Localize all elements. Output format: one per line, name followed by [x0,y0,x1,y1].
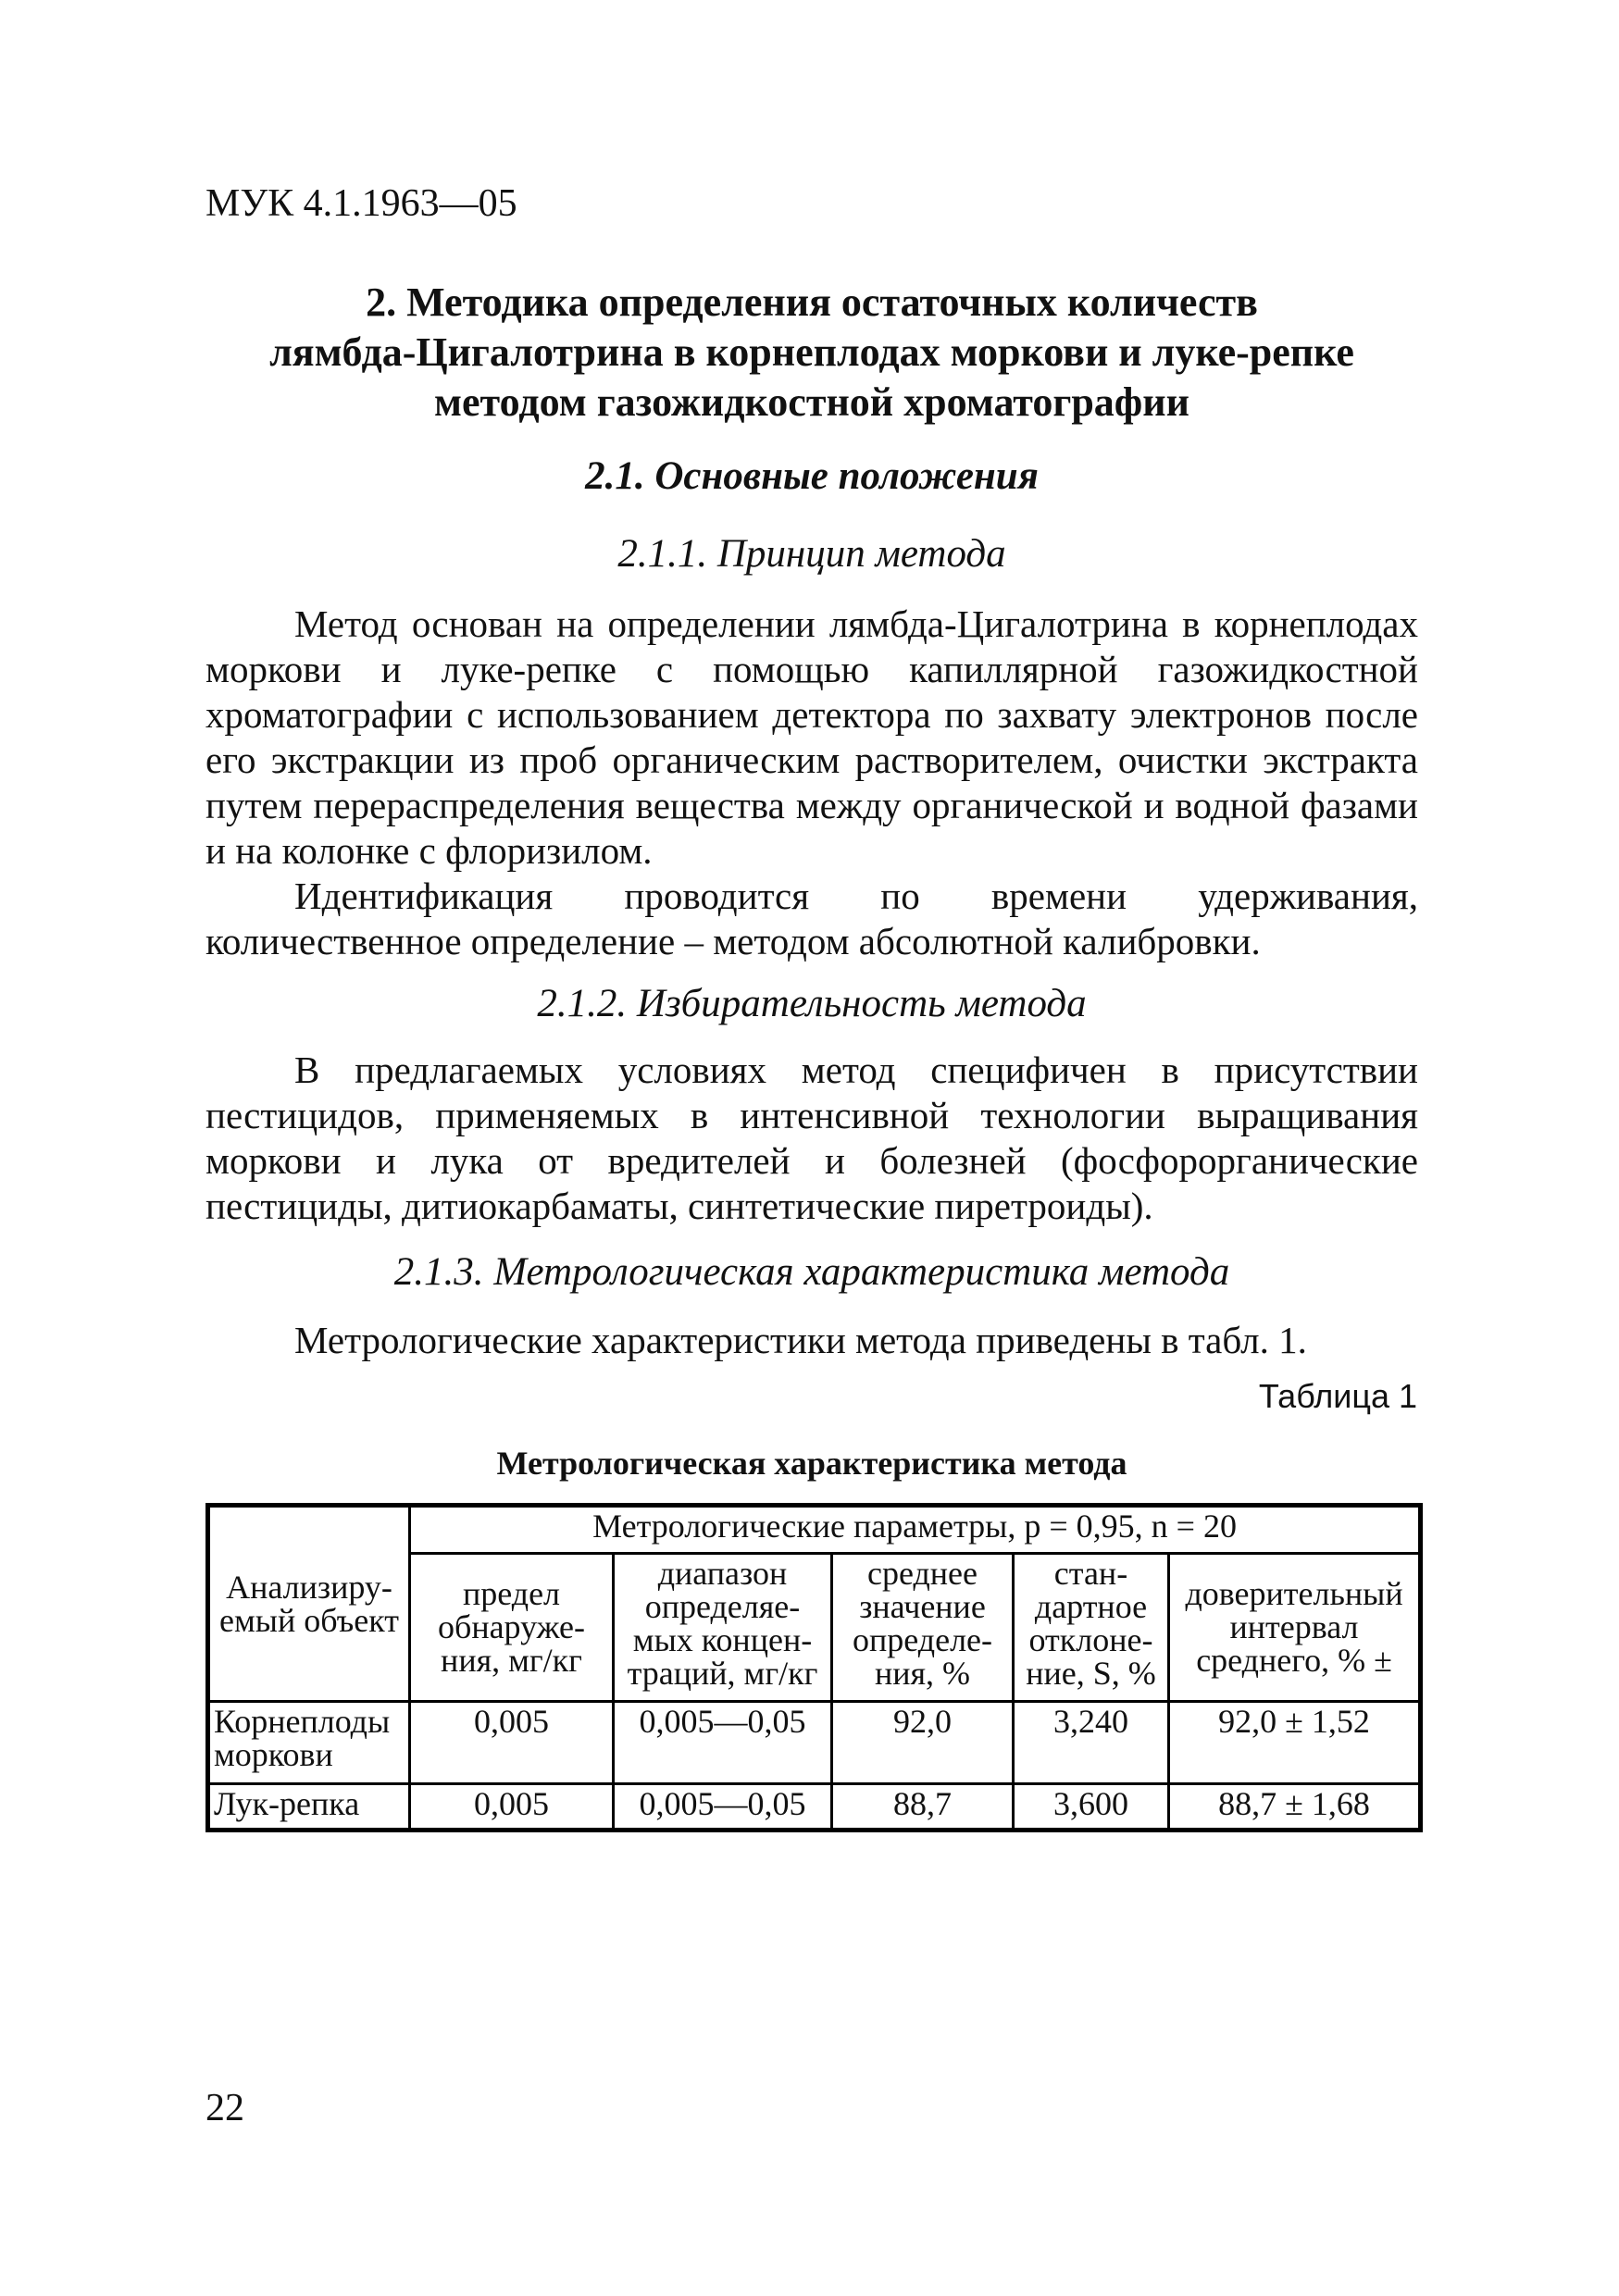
section-heading-2-1-2: 2.1.2. Избирательность метода [537,982,1087,1025]
paragraph-metrology: Метрологические характеристики метода приведены в табл. 1. [294,1319,1307,1361]
column-header: стан-дартное отклоне-ние, S, % [1014,1553,1169,1701]
value-cell: 92,0 [832,1701,1014,1783]
value-cell: 3,600 [1014,1784,1169,1831]
section-heading-2-1-1: 2.1.1. Принцип метода [617,532,1006,576]
title-line: методом газожидкостной хроматографии [434,379,1189,425]
table-caption: Метрологическая характеристика метода [496,1445,1127,1482]
table-row [208,1701,1421,1783]
value-cell: 92,0 ± 1,52 [1169,1701,1421,1783]
value-cell: 0,005—0,05 [614,1701,832,1783]
title-line: лямбда-Цигалотрина в корнеплодах моркови и луке-репке [269,329,1354,375]
table-header-row [208,1506,1421,1554]
table-row [208,1784,1421,1831]
table-label: Таблица 1 [1258,1377,1417,1415]
paragraph-identification: Идентификация проводится по времени удерживания, количественное определение – методом абсолютной калибровки. [205,875,1418,962]
column-header: доверительный интервал среднего, % ± [1169,1553,1421,1701]
object-cell: Корнеплоды моркови [208,1701,410,1783]
page-number: 22 [205,2087,244,2129]
object-header-cell: Анализиру-емый объект [208,1506,410,1702]
value-cell: 0,005 [410,1701,614,1783]
object-cell: Лук-репка [208,1784,410,1831]
document-code: МУК 4.1.1963—05 [205,182,517,225]
column-header: предел обнаруже-ния, мг/кг [410,1553,614,1701]
column-header: диапазон определяе-мых концен-траций, мг/кг [614,1553,832,1701]
document-title [205,278,1418,428]
paragraph-principle: Метод основан на определении лямбда-Цигалотрина в корнеплодах моркови и луке-репке с помощью капиллярной газожидкостной хроматографии с использованием детектора по захвату электронов после его экстракции из проб органическим растворителем, очистки экстракта путем перераспределения вещества между органической и водной фазами и на колонке с флоризилом. [205,602,1418,872]
metrology-table [205,1503,1423,1832]
column-header: среднее значение определе-ния, % [832,1553,1014,1701]
value-cell: 0,005 [410,1784,614,1831]
value-cell: 88,7 [832,1784,1014,1831]
value-cell: 88,7 ± 1,68 [1169,1784,1421,1831]
paragraph-selectivity: В предлагаемых условиях метод специфичен в присутствии пестицидов, применяемых в интенсивной технологии выращивания моркови и лука от вредителей и болезней (фосфорорганические пестициды, дитиокарбаматы, синтетические пиретроиды). [205,1049,1418,1227]
title-line: 2. Методика определения остаточных количеств [366,279,1258,325]
group-header-cell: Метрологические параметры, р = 0,95, n = 20 [410,1506,1421,1554]
section-heading-2-1-3: 2.1.3. Метрологическая характеристика метода [393,1250,1230,1294]
value-cell: 0,005—0,05 [614,1784,832,1831]
value-cell: 3,240 [1014,1701,1169,1783]
section-heading-2-1: 2.1. Основные положения [585,454,1039,498]
